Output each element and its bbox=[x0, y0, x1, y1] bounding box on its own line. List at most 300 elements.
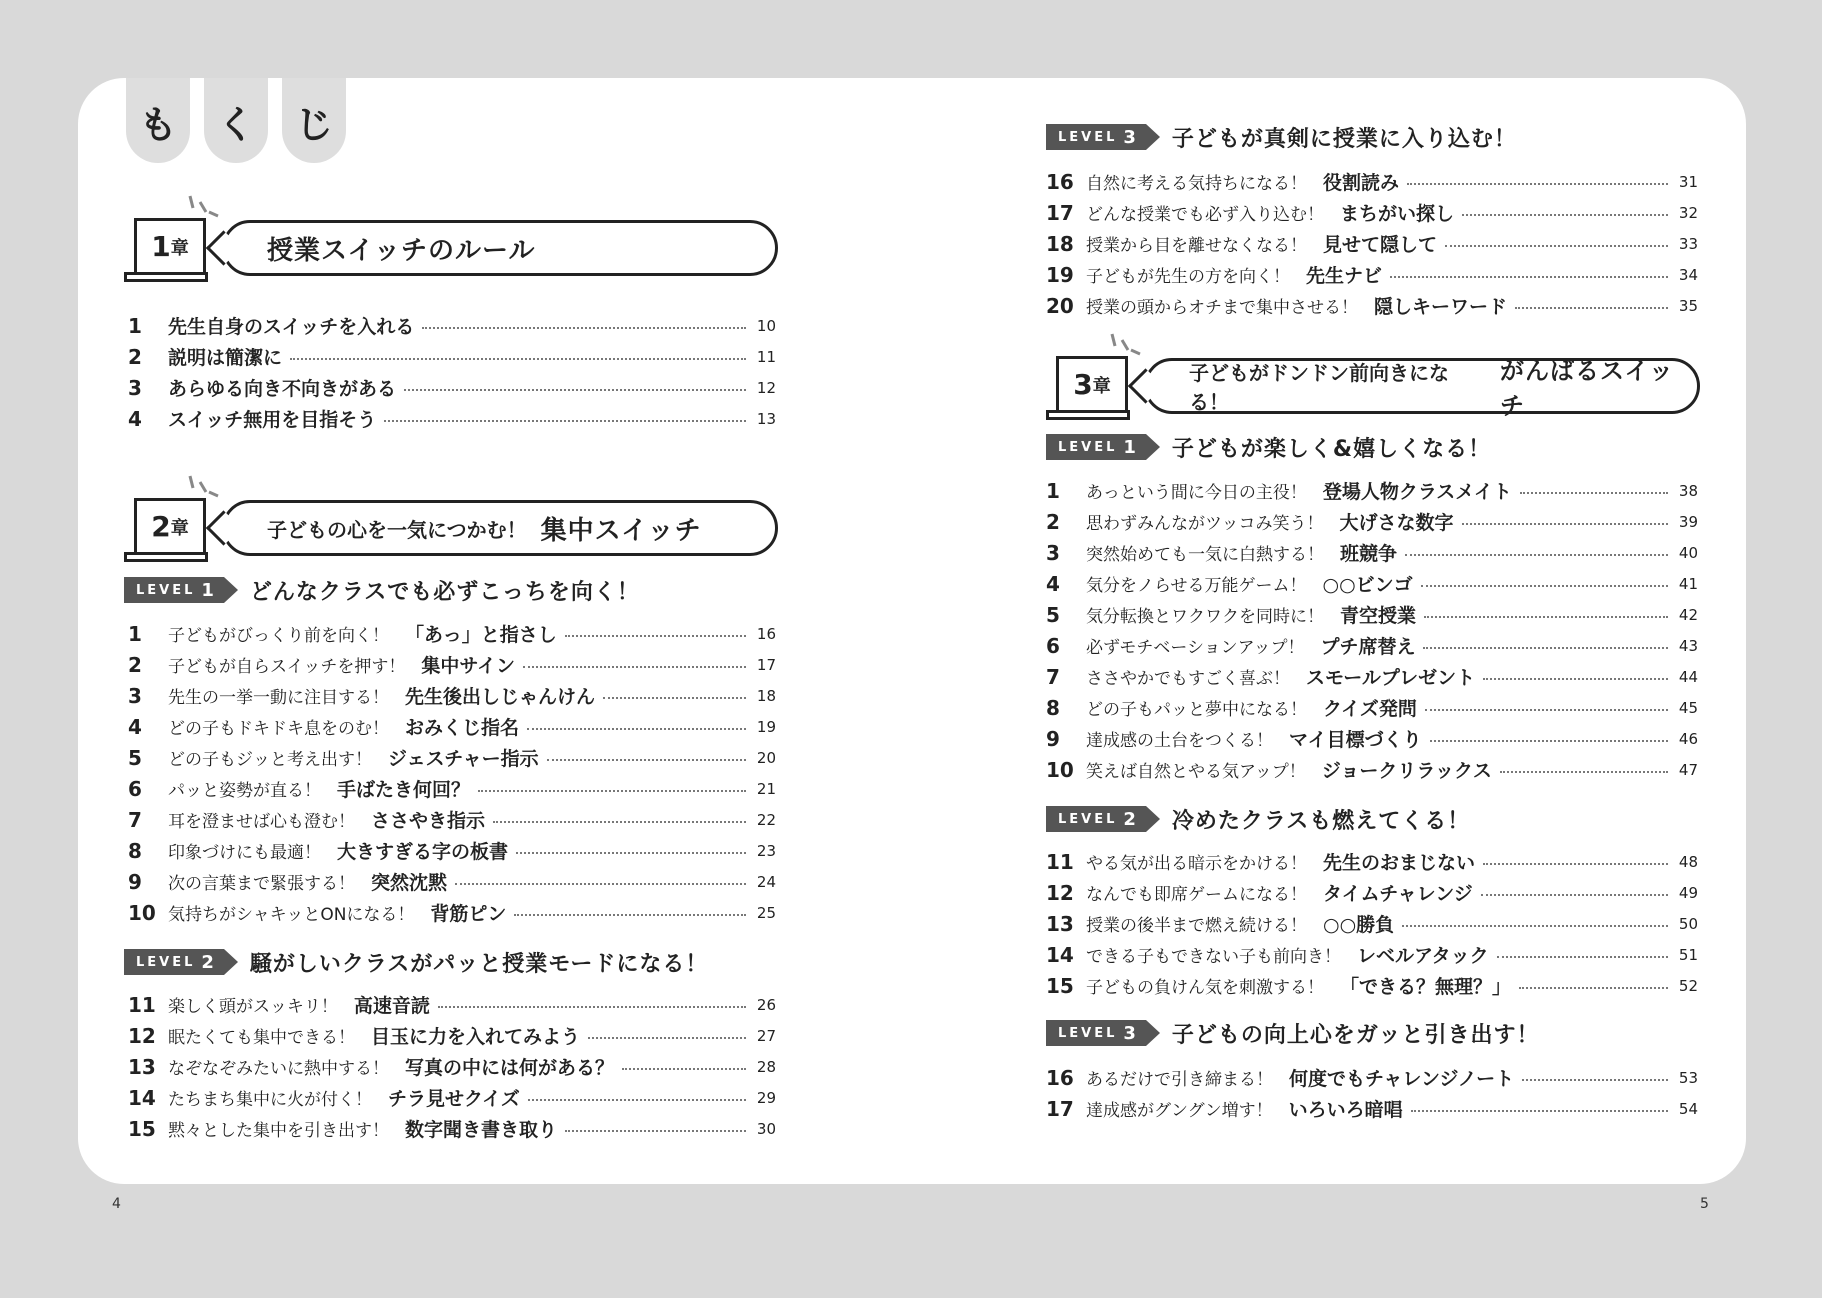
entry-title: 大きすぎる字の板書 bbox=[337, 841, 509, 863]
toc-entry[interactable] bbox=[1046, 846, 1698, 877]
toc-entry[interactable] bbox=[128, 310, 776, 341]
entry-number: 16 bbox=[1046, 1065, 1074, 1090]
leader-dots bbox=[1411, 1110, 1668, 1112]
entry-number: 16 bbox=[1046, 169, 1074, 194]
entry-number: 8 bbox=[128, 838, 142, 863]
entry-title: 大げさな数字 bbox=[1339, 512, 1454, 534]
entry-title: 登場人物クラスメイト bbox=[1322, 481, 1512, 503]
level-tag bbox=[124, 949, 224, 975]
entry-number: 8 bbox=[1046, 695, 1060, 720]
entry-page: 23 bbox=[756, 841, 776, 860]
entry-number: 10 bbox=[1046, 757, 1074, 782]
entry-title: ジェスチャー指示 bbox=[388, 748, 539, 770]
page-number-left: 4 bbox=[112, 1196, 121, 1212]
entry-page: 17 bbox=[756, 655, 776, 674]
leader-dots bbox=[565, 1130, 746, 1132]
toc-entry[interactable] bbox=[1046, 228, 1698, 259]
entry-lead: 子どもの負けん気を刺激する！ bbox=[1086, 978, 1324, 998]
entry-page: 48 bbox=[1678, 852, 1698, 871]
entry-title: ○○勝負 bbox=[1323, 914, 1395, 936]
chapter-title-bubble bbox=[222, 500, 778, 556]
title-char: く bbox=[216, 103, 255, 147]
level-tag bbox=[1046, 1020, 1146, 1046]
level-label: LEVEL bbox=[1058, 811, 1118, 827]
leader-dots bbox=[1462, 214, 1668, 216]
entry-lead: どの子もドキドキ息をのむ！ bbox=[168, 719, 389, 739]
entry-number: 2 bbox=[128, 344, 142, 369]
entry-lead: 気分をノらせる万能ゲーム！ bbox=[1086, 576, 1307, 596]
entry-title: 数字聞き書き取り bbox=[405, 1119, 558, 1141]
entry-number: 12 bbox=[1046, 880, 1074, 905]
entry-title: マイ目標づくり bbox=[1289, 729, 1422, 751]
entry-page: 21 bbox=[756, 779, 776, 798]
level-heading bbox=[1046, 432, 1491, 462]
entry-lead: 子どもが先生の方を向く！ bbox=[1086, 267, 1290, 287]
entry-number: 13 bbox=[128, 1054, 156, 1079]
entry-page: 25 bbox=[756, 903, 776, 922]
leader-dots bbox=[478, 790, 746, 792]
level-arrow-icon bbox=[1146, 124, 1160, 150]
entry-page: 52 bbox=[1678, 976, 1698, 995]
entry-page: 50 bbox=[1678, 914, 1698, 933]
chapter-number: 3 bbox=[1073, 368, 1093, 401]
leader-dots bbox=[547, 759, 746, 761]
entry-page: 12 bbox=[756, 378, 776, 397]
entry-page: 40 bbox=[1678, 543, 1698, 562]
entry-number: 1 bbox=[128, 313, 142, 338]
chapter-badge bbox=[134, 498, 206, 552]
level-number: 3 bbox=[1123, 126, 1136, 148]
leader-dots bbox=[455, 883, 746, 885]
level-arrow-icon bbox=[224, 577, 238, 603]
entry-lead: なぞなぞみたいに熱中する！ bbox=[168, 1059, 389, 1079]
entry-title: 先生自身のスイッチを入れる bbox=[168, 316, 415, 338]
leader-dots bbox=[1402, 925, 1668, 927]
entry-title: 高速音読 bbox=[353, 995, 430, 1017]
entry-number: 19 bbox=[1046, 262, 1074, 287]
entry-page: 51 bbox=[1678, 945, 1698, 964]
entry-page: 11 bbox=[756, 347, 776, 366]
chapter-title: 集中スイッチ bbox=[540, 515, 702, 546]
entry-lead: 達成感がグングン増す！ bbox=[1086, 1101, 1273, 1121]
chapter-3-level-2-list bbox=[1046, 846, 1698, 1001]
entry-title: 何度でもチャレンジノート bbox=[1289, 1068, 1515, 1090]
entry-title: 写真の中には何がある？ bbox=[405, 1057, 615, 1079]
level-arrow-icon bbox=[1146, 806, 1160, 832]
leader-dots bbox=[1405, 554, 1668, 556]
entry-number: 4 bbox=[1046, 571, 1060, 596]
leader-dots bbox=[493, 821, 746, 823]
entry-page: 26 bbox=[756, 995, 776, 1014]
chapter-badge bbox=[1056, 356, 1128, 410]
entry-page: 34 bbox=[1678, 265, 1698, 284]
entry-number: 9 bbox=[128, 869, 142, 894]
level-number: 2 bbox=[1123, 808, 1136, 830]
entry-title: ささやき指示 bbox=[371, 810, 486, 832]
level-tag bbox=[1046, 806, 1146, 832]
entry-number: 5 bbox=[1046, 602, 1060, 627]
level-heading bbox=[124, 947, 708, 977]
toc-entry[interactable] bbox=[1046, 1062, 1698, 1093]
entry-title: 先生後出しじゃんけん bbox=[405, 686, 596, 708]
leader-dots bbox=[527, 728, 746, 730]
toc-entry[interactable] bbox=[128, 403, 776, 434]
entry-title: 集中サイン bbox=[421, 655, 515, 677]
entry-page: 33 bbox=[1678, 234, 1698, 253]
toc-entry[interactable] bbox=[1046, 661, 1698, 692]
entry-page: 38 bbox=[1678, 481, 1698, 500]
entry-number: 4 bbox=[128, 714, 142, 739]
leader-dots bbox=[384, 420, 746, 422]
leader-dots bbox=[1430, 740, 1668, 742]
entry-number: 2 bbox=[128, 652, 142, 677]
chapter-badge-base bbox=[124, 272, 208, 282]
leader-dots bbox=[1483, 863, 1668, 865]
toc-entry[interactable] bbox=[128, 773, 776, 804]
toc-entry[interactable] bbox=[1046, 630, 1698, 661]
entry-title: クイズ発問 bbox=[1323, 698, 1417, 720]
chapter-2-level-1-list bbox=[128, 618, 776, 928]
toc-entry[interactable] bbox=[1046, 599, 1698, 630]
chapter-3-level-1-list bbox=[1046, 475, 1698, 785]
entry-page: 35 bbox=[1678, 296, 1698, 315]
entry-lead: 思わずみんながツッコみ笑う！ bbox=[1086, 514, 1324, 534]
entry-title: 背筋ピン bbox=[430, 903, 507, 925]
entry-page: 22 bbox=[756, 810, 776, 829]
toc-entry[interactable] bbox=[1046, 939, 1698, 970]
leader-dots bbox=[1522, 1079, 1668, 1081]
entry-lead: 授業の後半まで燃え続ける！ bbox=[1086, 916, 1307, 936]
toc-entry[interactable] bbox=[1046, 537, 1698, 568]
toc-entry[interactable] bbox=[128, 618, 776, 649]
chapter-2-level-2-list bbox=[128, 989, 776, 1144]
entry-page: 20 bbox=[756, 748, 776, 767]
toc-entry[interactable] bbox=[128, 1020, 776, 1051]
entry-lead: 授業から目を離せなくなる！ bbox=[1086, 236, 1307, 256]
entry-number: 14 bbox=[128, 1085, 156, 1110]
chapter-suffix: 章 bbox=[170, 237, 189, 259]
entry-page: 19 bbox=[756, 717, 776, 736]
chapter-1-header bbox=[124, 208, 780, 288]
level-label: LEVEL bbox=[1058, 439, 1118, 455]
level-arrow-icon bbox=[224, 949, 238, 975]
entry-lead: どの子もジッと考え出す！ bbox=[168, 750, 372, 770]
toc-entry[interactable] bbox=[1046, 568, 1698, 599]
level-number: 3 bbox=[1123, 1022, 1136, 1044]
entry-number: 3 bbox=[128, 375, 142, 400]
toc-entry[interactable] bbox=[128, 742, 776, 773]
entry-lead: ささやかでもすごく喜ぶ！ bbox=[1086, 669, 1290, 689]
level-label: LEVEL bbox=[136, 954, 196, 970]
toc-entry[interactable] bbox=[1046, 754, 1698, 785]
leader-dots bbox=[1421, 585, 1668, 587]
leader-dots bbox=[1425, 709, 1668, 711]
entry-page: 28 bbox=[756, 1057, 776, 1076]
page-number-right: 5 bbox=[1700, 1196, 1709, 1212]
leader-dots bbox=[1423, 647, 1668, 649]
leader-dots bbox=[622, 1068, 746, 1070]
entry-title: 班競争 bbox=[1340, 543, 1398, 565]
entry-number: 12 bbox=[128, 1023, 156, 1048]
entry-title: ジョークリラックス bbox=[1321, 760, 1492, 782]
entry-lead: 授業の頭からオチまで集中させる！ bbox=[1086, 298, 1358, 318]
entry-title: 役割読み bbox=[1323, 172, 1400, 194]
title-tab bbox=[126, 78, 190, 163]
entry-lead: どんな授業でも必ず入り込む！ bbox=[1086, 205, 1324, 225]
chapter-number: 1 bbox=[151, 230, 171, 263]
toc-entry[interactable] bbox=[128, 804, 776, 835]
entry-lead: 先生の一挙一動に注目する！ bbox=[168, 688, 389, 708]
entry-title: 説明は簡潔に bbox=[168, 347, 283, 369]
level-heading bbox=[124, 575, 640, 605]
entry-page: 39 bbox=[1678, 512, 1698, 531]
entry-page: 45 bbox=[1678, 698, 1698, 717]
toc-entry[interactable] bbox=[128, 989, 776, 1020]
entry-number: 4 bbox=[128, 406, 142, 431]
title-tab bbox=[204, 78, 268, 163]
entry-lead: たちまち集中に火が付く！ bbox=[168, 1090, 372, 1110]
toc-entry[interactable] bbox=[128, 711, 776, 742]
entry-number: 3 bbox=[128, 683, 142, 708]
entry-title: スモールプレゼント bbox=[1306, 667, 1476, 689]
chapter-number: 2 bbox=[151, 510, 171, 543]
entry-title: 目玉に力を入れてみよう bbox=[371, 1026, 581, 1048]
leader-dots bbox=[1520, 492, 1668, 494]
leader-dots bbox=[523, 666, 746, 668]
entry-lead: 気分転換とワクワクを同時に！ bbox=[1086, 607, 1324, 627]
title-tab bbox=[282, 78, 346, 163]
leader-dots bbox=[438, 1006, 746, 1008]
entry-number: 20 bbox=[1046, 293, 1074, 318]
chapter-3-level-3-list bbox=[1046, 1062, 1698, 1124]
leader-dots bbox=[1407, 183, 1668, 185]
entry-lead: 眠たくても集中できる！ bbox=[168, 1028, 355, 1048]
entry-number: 6 bbox=[1046, 633, 1060, 658]
toc-entry[interactable] bbox=[128, 372, 776, 403]
entry-title: チラ見せクイズ bbox=[388, 1088, 520, 1110]
leader-dots bbox=[1497, 956, 1668, 958]
entry-page: 42 bbox=[1678, 605, 1698, 624]
level-arrow-icon bbox=[1146, 1020, 1160, 1046]
chapter-title: がんばるスイッチ bbox=[1499, 357, 1675, 420]
level-number: 2 bbox=[201, 951, 214, 973]
entry-lead: あっという間に今日の主役！ bbox=[1086, 483, 1307, 503]
level-title: 冷めたクラスも燃えてくる！ bbox=[1171, 808, 1471, 834]
toc-entry[interactable] bbox=[128, 1113, 776, 1144]
entry-page: 10 bbox=[756, 316, 776, 335]
level-title: どんなクラスでも必ずこっちを向く！ bbox=[249, 579, 640, 605]
entry-number: 1 bbox=[128, 621, 142, 646]
toc-entry[interactable] bbox=[1046, 1093, 1698, 1124]
entry-lead: 笑えば自然とやる気アップ！ bbox=[1086, 762, 1306, 782]
toc-entry[interactable] bbox=[128, 835, 776, 866]
title-char: じ bbox=[294, 103, 333, 147]
entry-page: 44 bbox=[1678, 667, 1698, 686]
level-number: 1 bbox=[1123, 436, 1136, 458]
entry-page: 53 bbox=[1678, 1068, 1698, 1087]
toc-entry[interactable] bbox=[1046, 908, 1698, 939]
toc-entry[interactable] bbox=[1046, 506, 1698, 537]
entry-page: 16 bbox=[756, 624, 776, 643]
leader-dots bbox=[588, 1037, 746, 1039]
entry-number: 7 bbox=[1046, 664, 1060, 689]
toc-entry[interactable] bbox=[128, 680, 776, 711]
leader-dots bbox=[514, 914, 746, 916]
chapter-title: 授業スイッチのルール bbox=[267, 235, 536, 266]
entry-title: 青空授業 bbox=[1340, 605, 1417, 627]
chapter-suffix: 章 bbox=[170, 517, 189, 539]
entry-number: 5 bbox=[128, 745, 142, 770]
entry-number: 10 bbox=[128, 900, 156, 925]
entry-lead: できる子もできない子も前向き！ bbox=[1086, 947, 1341, 967]
leader-dots bbox=[1483, 678, 1668, 680]
toc-entry[interactable] bbox=[128, 1051, 776, 1082]
level-title: 子どもが真剣に授業に入り込む！ bbox=[1171, 126, 1517, 152]
entry-lead: 突然始めても一気に白熱する！ bbox=[1086, 545, 1324, 565]
entry-lead: どの子もパッと夢中になる！ bbox=[1086, 700, 1307, 720]
entry-title: 「あっ」と指さし bbox=[405, 624, 557, 646]
toc-entry[interactable] bbox=[1046, 166, 1698, 197]
entry-title: 突然沈黙 bbox=[371, 872, 448, 894]
entry-title: レベルアタック bbox=[1357, 945, 1489, 967]
entry-number: 18 bbox=[1046, 231, 1074, 256]
entry-title: スイッチ無用を目指そう bbox=[168, 409, 377, 431]
entry-title: いろいろ暗唱 bbox=[1288, 1099, 1403, 1121]
entry-number: 6 bbox=[128, 776, 142, 801]
leader-dots bbox=[603, 697, 746, 699]
level-number: 1 bbox=[201, 579, 214, 601]
level-title: 騒がしいクラスがパッと授業モードになる！ bbox=[249, 951, 709, 977]
level-title: 子どもの向上心をガッと引き出す！ bbox=[1171, 1022, 1540, 1048]
toc-entry[interactable] bbox=[128, 897, 776, 928]
entry-lead: 楽しく頭がスッキリ！ bbox=[168, 997, 338, 1017]
entry-lead: 耳を澄ませば心も澄む！ bbox=[168, 812, 355, 832]
toc-entry[interactable] bbox=[1046, 259, 1698, 290]
entry-title: ○○ビンゴ bbox=[1322, 574, 1413, 596]
chapter-2-level-3-list bbox=[1046, 166, 1698, 321]
entry-title: 先生のおまじない bbox=[1323, 852, 1476, 874]
entry-lead: 達成感の土台をつくる！ bbox=[1086, 731, 1273, 751]
entry-number: 3 bbox=[1046, 540, 1060, 565]
leader-dots bbox=[1500, 771, 1668, 773]
entry-title: まちがい探し bbox=[1340, 203, 1455, 225]
entry-lead: 子どもがびっくり前を向く！ bbox=[168, 626, 389, 646]
leader-dots bbox=[1481, 894, 1668, 896]
level-tag bbox=[124, 577, 224, 603]
chapter-title-bubble bbox=[222, 220, 778, 276]
chapter-3-header bbox=[1046, 346, 1702, 426]
entry-page: 49 bbox=[1678, 883, 1698, 902]
toc-entry[interactable] bbox=[1046, 475, 1698, 506]
entry-lead: 黙々とした集中を引き出す！ bbox=[168, 1121, 389, 1141]
entry-page: 43 bbox=[1678, 636, 1698, 655]
toc-entry[interactable] bbox=[1046, 970, 1698, 1001]
entry-lead: 子どもが自らスイッチを押す！ bbox=[168, 657, 406, 677]
level-arrow-icon bbox=[1146, 434, 1160, 460]
title-char: も bbox=[138, 103, 177, 147]
contents-title-tabs bbox=[126, 78, 346, 163]
toc-entry[interactable] bbox=[1046, 692, 1698, 723]
chapter-badge bbox=[134, 218, 206, 272]
entry-lead: やる気が出る暗示をかける！ bbox=[1086, 854, 1307, 874]
entry-page: 32 bbox=[1678, 203, 1698, 222]
entry-number: 11 bbox=[1046, 849, 1074, 874]
chapter-1-list bbox=[128, 310, 776, 434]
toc-entry[interactable] bbox=[128, 866, 776, 897]
toc-entry[interactable] bbox=[128, 1082, 776, 1113]
leader-dots bbox=[1519, 987, 1668, 989]
toc-entry[interactable] bbox=[1046, 877, 1698, 908]
entry-number: 2 bbox=[1046, 509, 1060, 534]
leader-dots bbox=[565, 635, 746, 637]
chapter-badge-base bbox=[124, 552, 208, 562]
entry-number: 15 bbox=[128, 1116, 156, 1141]
entry-page: 13 bbox=[756, 409, 776, 428]
toc-entry[interactable] bbox=[1046, 197, 1698, 228]
entry-number: 1 bbox=[1046, 478, 1060, 503]
entry-lead: なんでも即席ゲームになる！ bbox=[1086, 885, 1307, 905]
level-tag bbox=[1046, 434, 1146, 460]
entry-page: 47 bbox=[1678, 760, 1698, 779]
toc-entry[interactable] bbox=[1046, 723, 1698, 754]
entry-title: プチ席替え bbox=[1320, 636, 1416, 658]
toc-entry[interactable] bbox=[128, 649, 776, 680]
leader-dots bbox=[1445, 245, 1668, 247]
chapter-suffix: 章 bbox=[1092, 375, 1111, 397]
chapter-subtitle: 子どもの心を一気につかむ！ bbox=[267, 517, 527, 542]
leader-dots bbox=[516, 852, 746, 854]
entry-lead: 自然に考える気持ちになる！ bbox=[1086, 174, 1307, 194]
entry-title: 「できる？無理？」 bbox=[1340, 976, 1512, 998]
toc-entry[interactable] bbox=[128, 341, 776, 372]
entry-lead: パッと姿勢が直る！ bbox=[168, 781, 321, 801]
chapter-2-header bbox=[124, 488, 780, 568]
leader-dots bbox=[404, 389, 746, 391]
toc-entry[interactable] bbox=[1046, 290, 1698, 321]
entry-page: 18 bbox=[756, 686, 776, 705]
entry-page: 29 bbox=[756, 1088, 776, 1107]
entry-number: 17 bbox=[1046, 200, 1074, 225]
level-label: LEVEL bbox=[1058, 129, 1118, 145]
entry-page: 31 bbox=[1678, 172, 1698, 191]
entry-page: 24 bbox=[756, 872, 776, 891]
entry-lead: あるだけで引き締まる！ bbox=[1086, 1070, 1273, 1090]
entry-page: 27 bbox=[756, 1026, 776, 1045]
entry-number: 9 bbox=[1046, 726, 1060, 751]
entry-page: 30 bbox=[756, 1119, 776, 1138]
leader-dots bbox=[422, 327, 746, 329]
level-label: LEVEL bbox=[1058, 1025, 1118, 1041]
entry-title: 先生ナビ bbox=[1306, 265, 1383, 287]
leader-dots bbox=[528, 1099, 746, 1101]
entry-number: 13 bbox=[1046, 911, 1074, 936]
leader-dots bbox=[1462, 523, 1668, 525]
entry-lead: 印象づけにも最適！ bbox=[168, 843, 321, 863]
level-heading bbox=[1046, 804, 1470, 834]
chapter-title-bubble bbox=[1144, 357, 1700, 420]
entry-title: おみくじ指名 bbox=[405, 717, 520, 739]
leader-dots bbox=[1515, 307, 1668, 309]
level-heading bbox=[1046, 122, 1517, 152]
entry-page: 54 bbox=[1678, 1099, 1698, 1118]
entry-title: 隠しキーワード bbox=[1374, 296, 1508, 318]
entry-page: 46 bbox=[1678, 729, 1698, 748]
entry-number: 11 bbox=[128, 992, 156, 1017]
entry-lead: 気持ちがシャキッとONになる！ bbox=[168, 905, 415, 925]
level-heading bbox=[1046, 1018, 1539, 1048]
level-label: LEVEL bbox=[136, 582, 196, 598]
entry-number: 14 bbox=[1046, 942, 1074, 967]
